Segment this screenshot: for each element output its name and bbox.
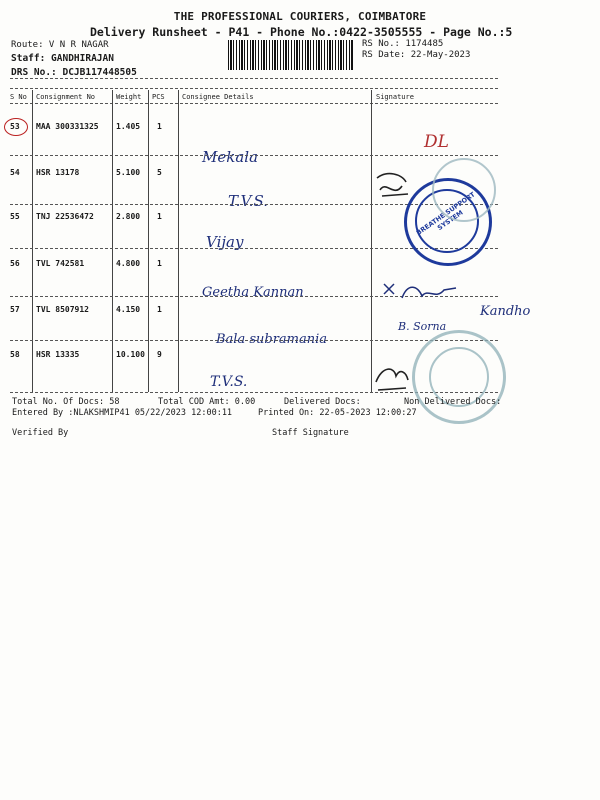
column-divider <box>148 90 149 392</box>
col-signature-header: Signature <box>376 93 414 101</box>
row-consignee-handwritten: T.V.S. <box>210 374 248 390</box>
verified-by: Verified By <box>12 428 69 438</box>
row-consignee-handwritten: Bala subramania <box>216 332 328 347</box>
row-weight: 4.150 <box>116 305 141 314</box>
col-consignee-header: Consignee Details <box>182 93 254 101</box>
column-divider <box>371 90 372 392</box>
drs-number: DRS No.: DCJB117448505 <box>11 67 137 78</box>
row-sno: 53 <box>10 122 20 131</box>
faded-stamp <box>412 330 506 424</box>
barcode <box>228 40 354 70</box>
row-weight: 5.100 <box>116 168 141 177</box>
col-sno-header: S No <box>10 93 27 101</box>
row-consignee-handwritten: T.V.S. <box>228 192 269 210</box>
row-pcs: 1 <box>157 305 162 314</box>
row-divider <box>10 155 498 156</box>
row-consignment: TVL 742581 <box>36 259 85 268</box>
runsheet-subtitle: Delivery Runsheet - P41 - Phone No.:0422-3505555 - Page No.:5 <box>90 25 513 39</box>
rule <box>10 78 498 79</box>
rule <box>10 88 498 89</box>
col-consignment-header: Consignment No <box>36 93 96 101</box>
row-divider <box>10 340 498 341</box>
row-pcs: 9 <box>157 350 162 359</box>
row-pcs: 1 <box>157 259 162 268</box>
row-sno: 57 <box>10 305 20 314</box>
stamp-text: BREATHE SUPPORT SYSTEM <box>414 190 477 237</box>
row-consignee-handwritten: Vijay <box>206 233 244 251</box>
delivered-docs: Delivered Docs: <box>284 397 361 407</box>
column-divider <box>32 90 33 392</box>
column-divider <box>112 90 113 392</box>
printed-on: Printed On: 22-05-2023 12:00:27 <box>258 408 417 418</box>
company-title: THE PROFESSIONAL COURIERS, COIMBATORE <box>173 10 427 23</box>
entered-by: Entered By :NLAKSHMIP41 05/22/2023 12:00:11 <box>12 408 233 418</box>
signature-scribble <box>372 168 412 204</box>
row-pcs: 1 <box>157 212 162 221</box>
row-consignment: MAA 300331325 <box>36 122 99 131</box>
col-pcs-header: PCS <box>152 93 165 101</box>
signature-scribble <box>382 278 462 308</box>
rs-number: RS No.: 1174485 <box>362 39 444 49</box>
row-consignment: TNJ 22536472 <box>36 212 94 221</box>
row-weight: 1.405 <box>116 122 141 131</box>
staff-signature: Staff Signature <box>272 428 349 438</box>
row-weight: 2.800 <box>116 212 141 221</box>
rs-date: RS Date: 22-May-2023 <box>362 50 471 60</box>
rule <box>10 103 498 104</box>
staff-label: Staff: GANDHIRAJAN <box>11 53 114 64</box>
signature-text: Kandho <box>480 304 531 319</box>
row-sno: 56 <box>10 259 20 268</box>
route-label: Route: V N R NAGAR <box>11 40 109 50</box>
row-sno: 55 <box>10 212 20 221</box>
total-docs: Total No. Of Docs: 58 <box>12 397 120 407</box>
row-weight: 10.100 <box>116 350 145 359</box>
row-sno: 58 <box>10 350 20 359</box>
row-consignment: HSR 13335 <box>36 350 80 359</box>
row-sno: 54 <box>10 168 20 177</box>
row-consignee-handwritten: Geetha Kannan <box>202 285 304 300</box>
circle-mark <box>4 118 28 136</box>
dl-mark: DL <box>424 132 449 152</box>
row-consignment: TVL 8507912 <box>36 305 89 314</box>
total-cod: Total COD Amt: 0.00 <box>158 397 256 407</box>
row-weight: 4.800 <box>116 259 141 268</box>
row-consignment: HSR 13178 <box>36 168 80 177</box>
row-pcs: 1 <box>157 122 162 131</box>
column-divider <box>178 90 179 392</box>
non-delivered-docs: Non Delivered Docs: <box>404 397 502 407</box>
row-pcs: 5 <box>157 168 162 177</box>
signature-scribble <box>372 360 412 396</box>
col-weight-header: Weight <box>116 93 142 101</box>
row-consignee-handwritten: Mekala <box>202 148 259 166</box>
signature-text: B. Sorna <box>398 320 447 333</box>
faded-stamp <box>432 158 496 222</box>
